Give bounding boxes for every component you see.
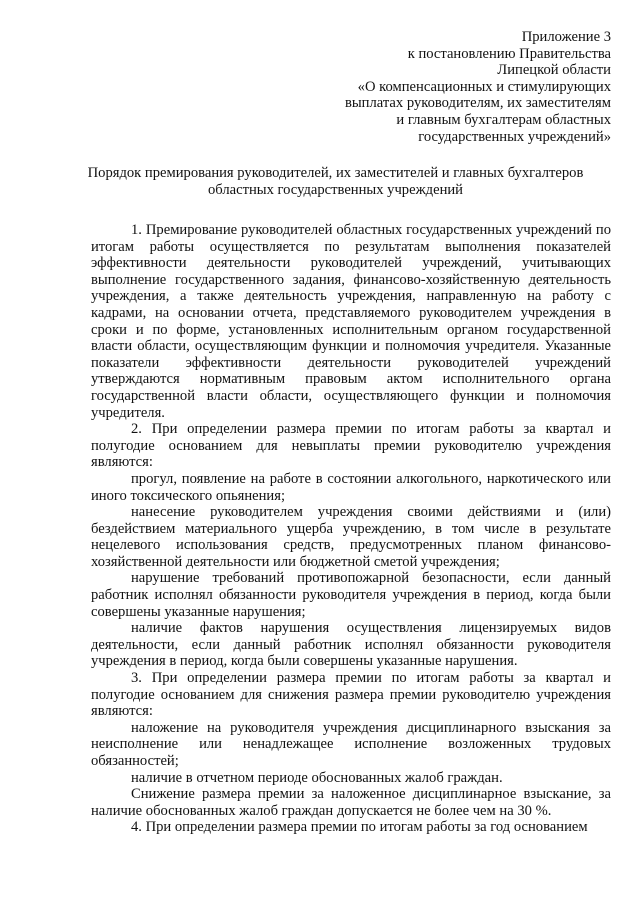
appendix-line: «О компенсационных и стимулирующих <box>357 78 611 95</box>
title-line-1: Порядок премирования руководителей, их заместителей и главных бухгалтеров <box>87 165 584 181</box>
paragraph: 4. При определении размера премии по итогам работы за год основанием <box>131 819 588 836</box>
appendix-line: и главным бухгалтерам областных <box>396 111 611 128</box>
document-title <box>60 165 611 198</box>
paragraph: наличие в отчетном периоде обоснованных жалоб граждан. <box>131 769 503 786</box>
appendix-header <box>291 29 611 145</box>
paragraph: нарушение требований противопожарной безопасности, если данный работник исполнял обязанности руководителя учреждения в период, когда были совершены указанные нарушения; <box>91 570 611 620</box>
paragraph: нанесение руководителем учреждения своими действиями и (или) бездействием материального ущерба учреждению, в том числе в результате нецелевого использования средств, предусмотренных планом финансово-хозяйственной деятельности или бюджетной сметой учреждения; <box>91 504 611 570</box>
appendix-line: к постановлению Правительства <box>407 45 611 62</box>
paragraph: наличие фактов нарушения осуществления лицензируемых видов деятельности, если данный работник исполнял обязанности руководителя учреждения в период, когда были совершены указанные нарушения. <box>91 620 611 670</box>
title-line-2: областных государственных учреждений <box>207 181 463 198</box>
appendix-line: выплатах руководителям, их заместителям <box>344 95 611 112</box>
paragraph: Снижение размера премии за наложенное дисциплинарное взыскание, за наличие обоснованных жалоб граждан допускается не более чем на 30 %. <box>91 786 611 819</box>
appendix-line: Липецкой области <box>497 62 611 79</box>
paragraph: наложение на руководителя учреждения дисциплинарного взыскания за неисполнение или ненадлежащее исполнение возложенных трудовых обязанностей; <box>91 719 611 769</box>
document-body <box>91 222 611 836</box>
paragraph: 3. При определении размера премии по итогам работы за квартал и полугодие основанием для снижения размера премии руководителю учреждения являются: <box>91 670 611 720</box>
paragraph: 1. Премирование руководителей областных государственных учреждений по итогам работы осуществляется по результатам выполнения показателей эффективности деятельности руководителей учреждений, учитывающих выполнение государственного задания, финансово-хозяйственную деятельность учреждения, а также деятельность учреждения, направленную на работу с кадрами, на основании отчета, представляемого руководителем учреждения в сроки и по форме, установленных исполнительным органом государственной власти области, осуществляющим функции и полномочия учредителя. Указанные показатели эффективности деятельности руководителей учреждений утверждаются нормативным правовым актом исполнительного органа государственной власти области, осуществляющего функции и полномочия учредителя. <box>91 222 611 421</box>
appendix-line: государственных учреждений» <box>418 128 611 145</box>
paragraph: прогул, появление на работе в состоянии алкогольного, наркотического или иного токсического опьянения; <box>91 470 611 504</box>
paragraph: 2. При определении размера премии по итогам работы за квартал и полугодие основанием для невыплаты премии руководителю учреждения являются: <box>91 421 611 471</box>
appendix-line: Приложение 3 <box>521 29 611 45</box>
